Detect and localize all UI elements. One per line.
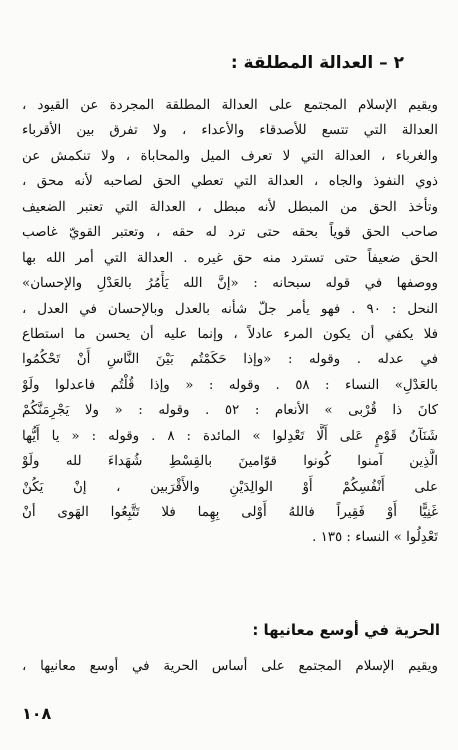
text-line: العدالة التي تتسع للأصدقاء والأعداء ، ولا تفرق بين الأقرباء [22,123,438,139]
text-line: النحل : ٩٠ . فهو يأمر جلّ شأنه بالعدل وبالإحسان في العدل ، [22,301,438,317]
text-line: ذوي النفوذ والجاه ، العدالة التي تعطي الحق لصاحبه لأنه محق ، [22,174,438,190]
text-line: ووصفها في قوله سبحانه : «إنَّ الله يَأْمُرُ بالعَدْلِ والإحسان» [22,276,438,292]
subheading-freedom: الحرية في أوسع معانيها : [252,621,440,639]
text-line: الحق ضعيفاً حتى تسترد منه حق غيره . العدالة التي أمر الله بها [22,250,438,266]
text-line: فلا يكفي أن يكون المرء عادلاً ، وإنما عليه أن يحسن ما استطاع [22,326,438,342]
section-heading: ٢ – العدالة المطلقة : [230,53,404,73]
text-line: بالعَدْلِ» النساء : ٥٨ . وقوله : « وإذا قُلْتُم فاعدلوا ولَوْ [22,377,438,393]
text-line: الَّذِين آمنوا كُونوا قوّامينَ بالقِسْطِ شُهَداءَ لله ولَوْ [22,454,438,470]
text-line: على أَنْفُسِكُمْ أَوْ الوالِدَيْنِ والأَقْرَبين ، إنْ يَكُنْ [22,479,438,495]
text-line: تَعْدِلُوا » النساء : ١٣٥ . [312,530,438,546]
text-line: صاحب الحق قوياً بحقه حتى ترد له حقه ، وتعتبر القويّ غاصب [22,225,438,241]
text-line: والغرباء ، العدالة التي لا تعرف الميل والمحاباة ، ولا تنكمش عن [22,148,438,164]
text-line: كانَ ذا قُرْبى » الأنعام : ٥٢ . وقوله : « ولا يَجْرِمَنَّكُمْ [22,403,438,419]
paragraph-absolute-justice [22,93,438,551]
text-line: غَنِيًّا أَوْ فَقِيراً فاللهُ أَوْلى بِهِما فلا تَتَّبِعُوا الهَوى أنْ [22,505,438,520]
text-line: شَنَآنُ قَوْمٍ عَلى أَلَّا تَعْدِلوا » المائدة : ٨ . وقوله : « يا أَيُّها [22,428,438,444]
text-line: ويقيم الإسلام المجتمع على العدالة المطلقة المجردة عن القيود ، [22,98,438,113]
text-line: وتأخذ الحق من المبطل لأنه مبطل ، العدالة التي تعتبر الضعيف [22,199,438,215]
text-line: في عدله . وقوله : «وإذا حَكَمْتُم بَيْنَ النَّاسِ أَنْ تَحْكُمُوا [22,352,438,368]
page-number: ١٠٨ [22,704,52,723]
text-line: ويقيم الإسلام المجتمع على أساس الحرية في أوسع معانيها ، [22,659,438,674]
paragraph-freedom [22,654,438,679]
